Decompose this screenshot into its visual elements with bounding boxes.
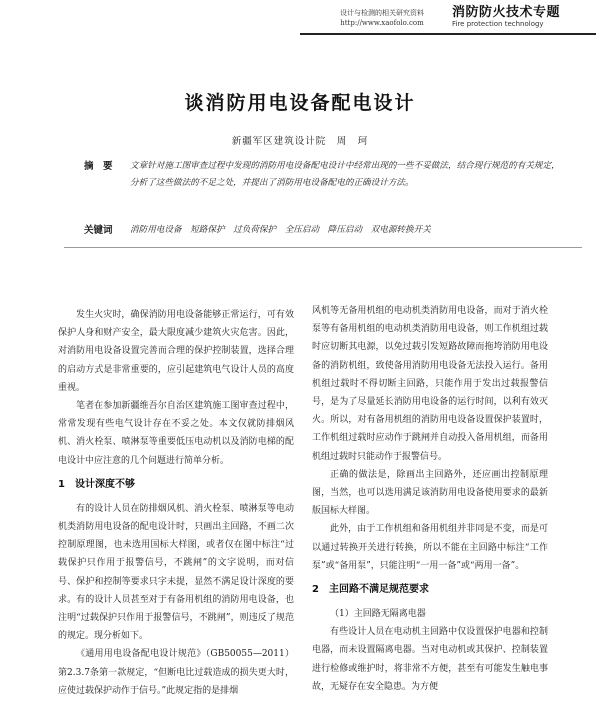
body-paragraph: 此外，由于工作机组和备用机组并非同是不变，而是可以通过转换开关进行转换，所以不能在主回路中标注“工作泵”或“备用泵”，只能注明“一用一备”或“两用一备”。 (312, 524, 548, 571)
body-paragraph: 笔者在参加新疆维吾尔自治区建筑施工图审查过程中，常常发现有些电气设计存在不妥之处。本文仅就防排烟风机、消火栓泵、喷淋泵等重要低压电动机以及消防电梯的配电设计中应注意的几个问题进行简单分析。 (58, 401, 294, 466)
section-heading-2: 2 主回路不满足规范要求 (312, 584, 429, 596)
body-paragraph: 有些设计人员在电动机主回路中仅设置保护电器和控制电器，而未设置隔离电器。当对电动机或其保护、控制装置进行检修或维护时，将非常不方便，甚至有可能发生触电事故，无疑存在安全隐患。为方便 (312, 627, 548, 692)
subsection-heading: （1）主回路无隔离电器 (330, 609, 426, 620)
body-column-right (312, 302, 548, 696)
article-authors: 新疆军区建筑设计院 周 珂 (231, 136, 369, 147)
body-paragraph: 有的设计人员在防排烟风机、消火栓泵、喷淋泵等电动机类消防用电设备的配电设计时，只画出主回路，不画二次控制原理图，也未选用国标大样图，或者仅在图中标注“过载保护只作用于报警信号，不跳闸”的文字说明，而对信号、保护和控制等要求只字未提，显然不满足设计深度的要求。有的设计人员甚至对于有备用机组的消防用电设备，也注明“过载保护只作用于报警信号，不跳闸”，则违反了规范的规定。现分析如下。 (58, 503, 294, 642)
running-header-left (312, 8, 452, 28)
keywords-block (84, 222, 560, 239)
body-paragraph: 《通用用电设备配电设计规范》（GB50055—2011）第2.3.7条第一款规定，“但断电比过载造成的损失更大时，应使过载保护动作于信号。”此规定指的是排烟 (58, 649, 294, 696)
section-heading-1: 1 设计深度不够 (58, 478, 135, 490)
running-header-right (452, 6, 592, 29)
body-paragraph: 发生火灾时，确保消防用电设备能够正常运行，可有效保护人身和财产安全，最大限度减少建筑火灾危害。因此，对消防用电设备设置完善而合理的保护控制装置，选择合理的启动方式是非常重要的，应引起建筑电气设计人员的高度重视。 (58, 310, 294, 393)
body-paragraph: 正确的做法是，除画出主回路外，还应画出控制原理图，当然，也可以选用满足该消防用电设备使用要求的最新版国标大样图。 (312, 469, 548, 517)
abstract-block (84, 158, 560, 192)
abstract-separator (64, 247, 582, 248)
body-column-left (58, 306, 294, 700)
journal-line: 设计与检测的相关研究资料 (340, 9, 424, 17)
header-rule (300, 33, 596, 35)
abstract-text: 文章针对施工图审查过程中发现的消防用电设备配电设计中经常出现的一些不妥做法，结合现行规范的有关规定，分析了这些做法的不足之处，并提出了消防用电设备配电的正确设计方法。 (130, 161, 560, 188)
abstract-label: 摘 要 (84, 161, 113, 172)
body-paragraph: 风机等无备用机组的电动机类消防用电设备，而对于消火栓泵等有备用机组的电动机类消防用电设备，则工作机组过载时应切断其电源，以免过载引发短路故障而拖垮消防用电设备的消防机组，致使备用消防用电设备无法投入运行。备用机组过载时不得切断主回路，只能作用于发出过载报警信号，是为了尽量延长消防用电设备的运行时间，以利有效灭火。所以，对有备用机组的消防用电设备设置保护装置时，工作机组过载时应动作于跳闸并自动投入备用机组，而备用机组过载时只能动作于报警信号。 (312, 306, 548, 462)
journal-website: http://www.xaofolo.com (340, 19, 424, 27)
section-brand: 消防防火技术专题 (452, 5, 561, 20)
article-title: 谈消防用电设备配电设计 (184, 92, 416, 114)
keywords-label: 关键词 (84, 225, 113, 236)
section-brand-english: Fire protection technology (452, 20, 544, 28)
keywords-text: 消防用电设备 短路保护 过负荷保护 全压启动 降压启动 双电源转换开关 (130, 225, 431, 235)
